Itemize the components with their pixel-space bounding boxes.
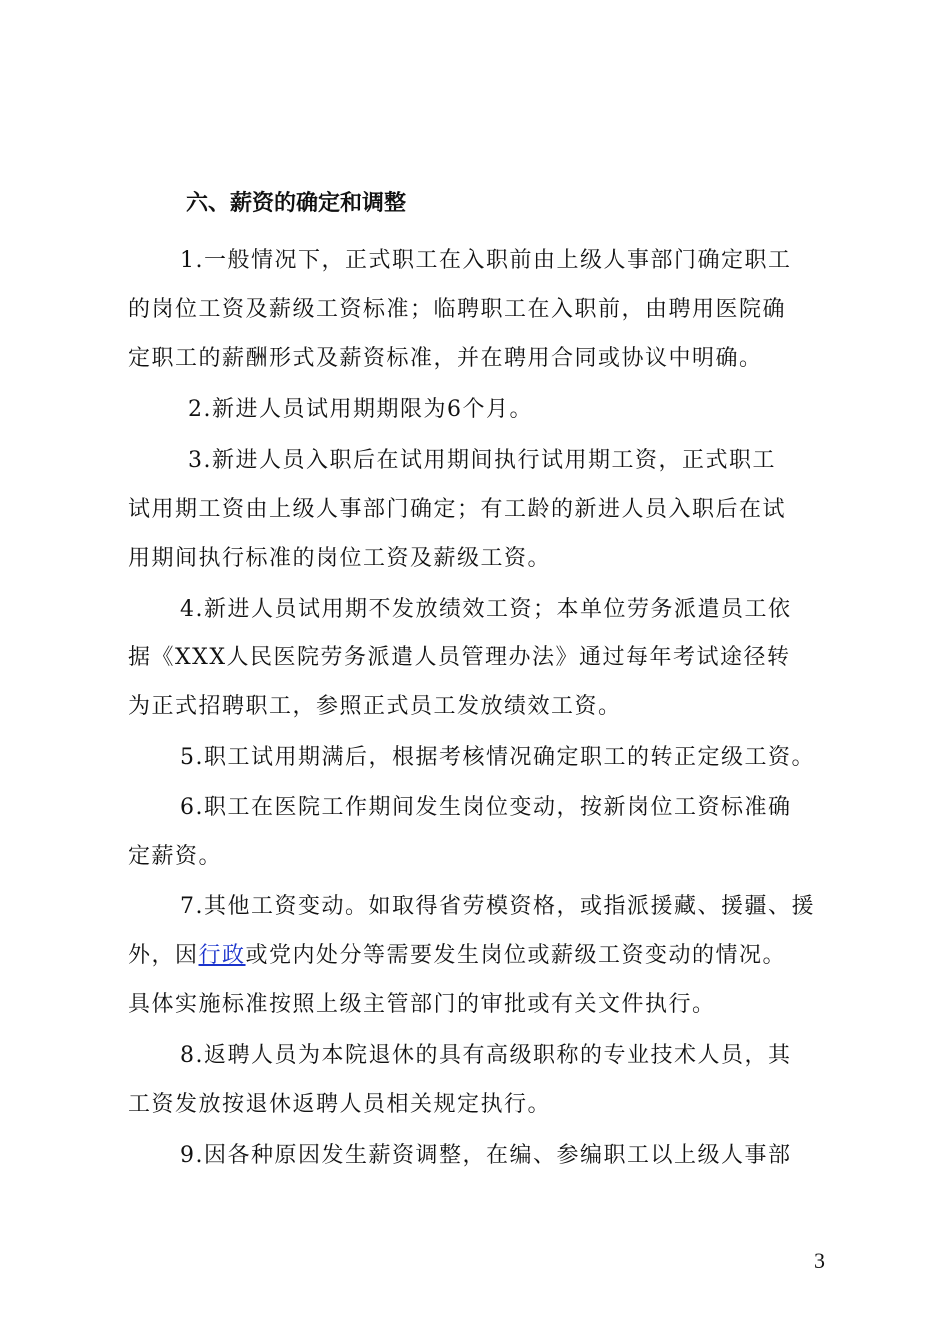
paragraph-2-line-1: 2.新进人员试用期期限为6个月。 [188, 397, 533, 422]
paragraph-4-line-2: 据《XXX人民医院劳务派遣人员管理办法》通过每年考试途径转 [128, 645, 791, 670]
paragraph-7-line-3: 具体实施标准按照上级主管部门的审批或有关文件执行。 [128, 992, 716, 1017]
paragraph-6-line-2: 定薪资。 [128, 844, 223, 869]
paragraph-7-line-2-prefix: 外，因 [128, 943, 199, 968]
paragraph-9-line-1: 9.因各种原因发生薪资调整，在编、参编职工以上级人事部 [180, 1143, 792, 1168]
paragraph-3-line-3: 用期间执行标准的岗位工资及薪级工资。 [128, 546, 552, 571]
paragraph-8-line-1: 8.返聘人员为本院退休的具有高级职称的专业技术人员，其 [180, 1043, 792, 1068]
paragraph-1-line-3: 定职工的薪酬形式及薪资标准，并在聘用合同或协议中明确。 [128, 346, 763, 371]
paragraph-1-line-2: 的岗位工资及薪级工资标准；临聘职工在入职前，由聘用医院确 [128, 297, 787, 322]
paragraph-5-line-1: 5.职工试用期满后，根据考核情况确定职工的转正定级工资。 [180, 745, 815, 770]
paragraph-4-line-1: 4.新进人员试用期不发放绩效工资；本单位劳务派遣员工依 [180, 597, 792, 622]
paragraph-1-line-1: 1.一般情况下，正式职工在入职前由上级人事部门确定职工 [180, 248, 792, 273]
paragraph-4-line-3: 为正式招聘职工，参照正式员工发放绩效工资。 [128, 694, 622, 719]
paragraph-7-line-1: 7.其他工资变动。如取得省劳模资格，或指派援藏、援疆、援 [180, 894, 815, 919]
page-number: 3 [814, 1248, 825, 1273]
section-title: 六、薪资的确定和调整 [186, 191, 407, 216]
paragraph-7-line-2-suffix: 或党内处分等需要发生岗位或薪级工资变动的情况。 [245, 943, 787, 968]
paragraph-6-line-1: 6.职工在医院工作期间发生岗位变动，按新岗位工资标准确 [180, 795, 792, 820]
administrative-link[interactable]: 行政 [198, 943, 246, 968]
paragraph-3-line-1: 3.新进人员入职后在试用期间执行试用期工资，正式职工 [188, 448, 776, 473]
paragraph-7-line-2 [128, 938, 786, 969]
paragraph-8-line-2: 工资发放按退休返聘人员相关规定执行。 [128, 1092, 552, 1117]
paragraph-3-line-2: 试用期工资由上级人事部门确定；有工龄的新进人员入职后在试 [128, 497, 787, 522]
